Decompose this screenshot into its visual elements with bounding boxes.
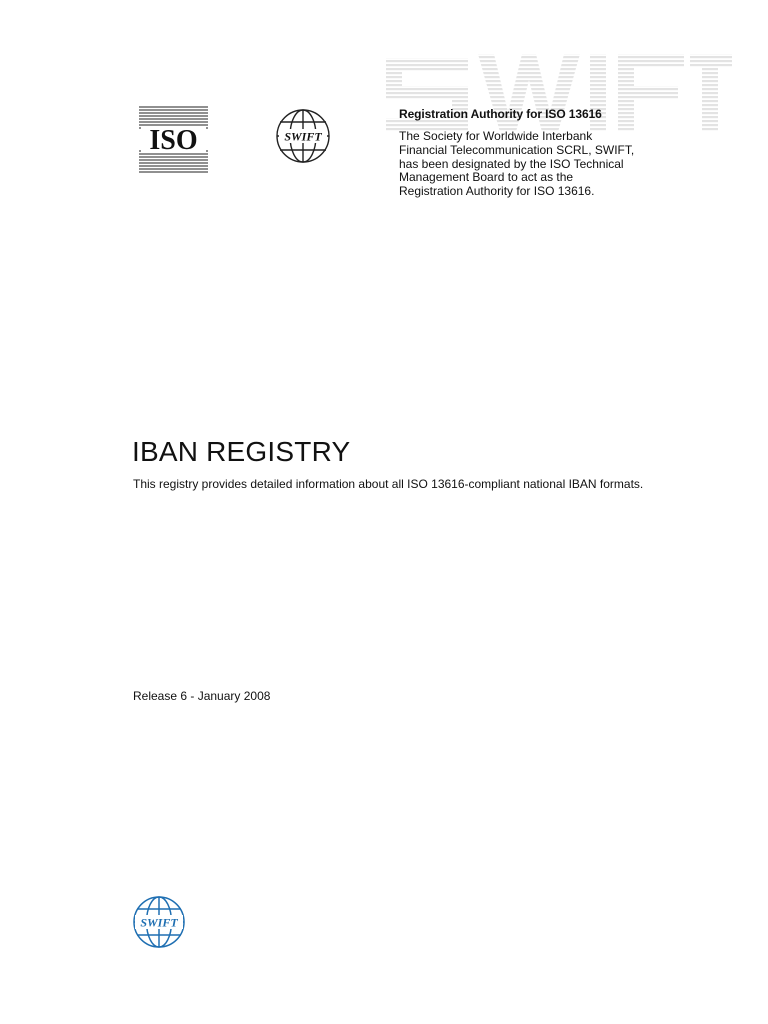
swift-globe-logo-footer	[131, 894, 187, 950]
iso-logo-text: ISO	[149, 125, 198, 156]
registration-authority-text: The Society for Worldwide Interbank Financial Telecommunication SCRL, SWIFT, has been designated by the ISO Technical Management Board to act as the Registration Authority for ISO 13616.	[399, 129, 635, 199]
swift-footer-logo-text: SWIFT	[140, 915, 178, 930]
swift-logo-text: SWIFT	[284, 129, 322, 144]
swift-globe-logo	[274, 107, 332, 165]
iso-logo	[137, 105, 210, 174]
registration-authority-heading: Registration Authority for ISO 13616	[399, 107, 602, 121]
release-info: Release 6 - January 2008	[133, 689, 271, 703]
page-title: IBAN REGISTRY	[132, 436, 351, 467]
page-subtitle: This registry provides detailed information about all ISO 13616-compliant national IBAN formats.	[133, 477, 644, 491]
registration-authority-block	[399, 107, 659, 199]
